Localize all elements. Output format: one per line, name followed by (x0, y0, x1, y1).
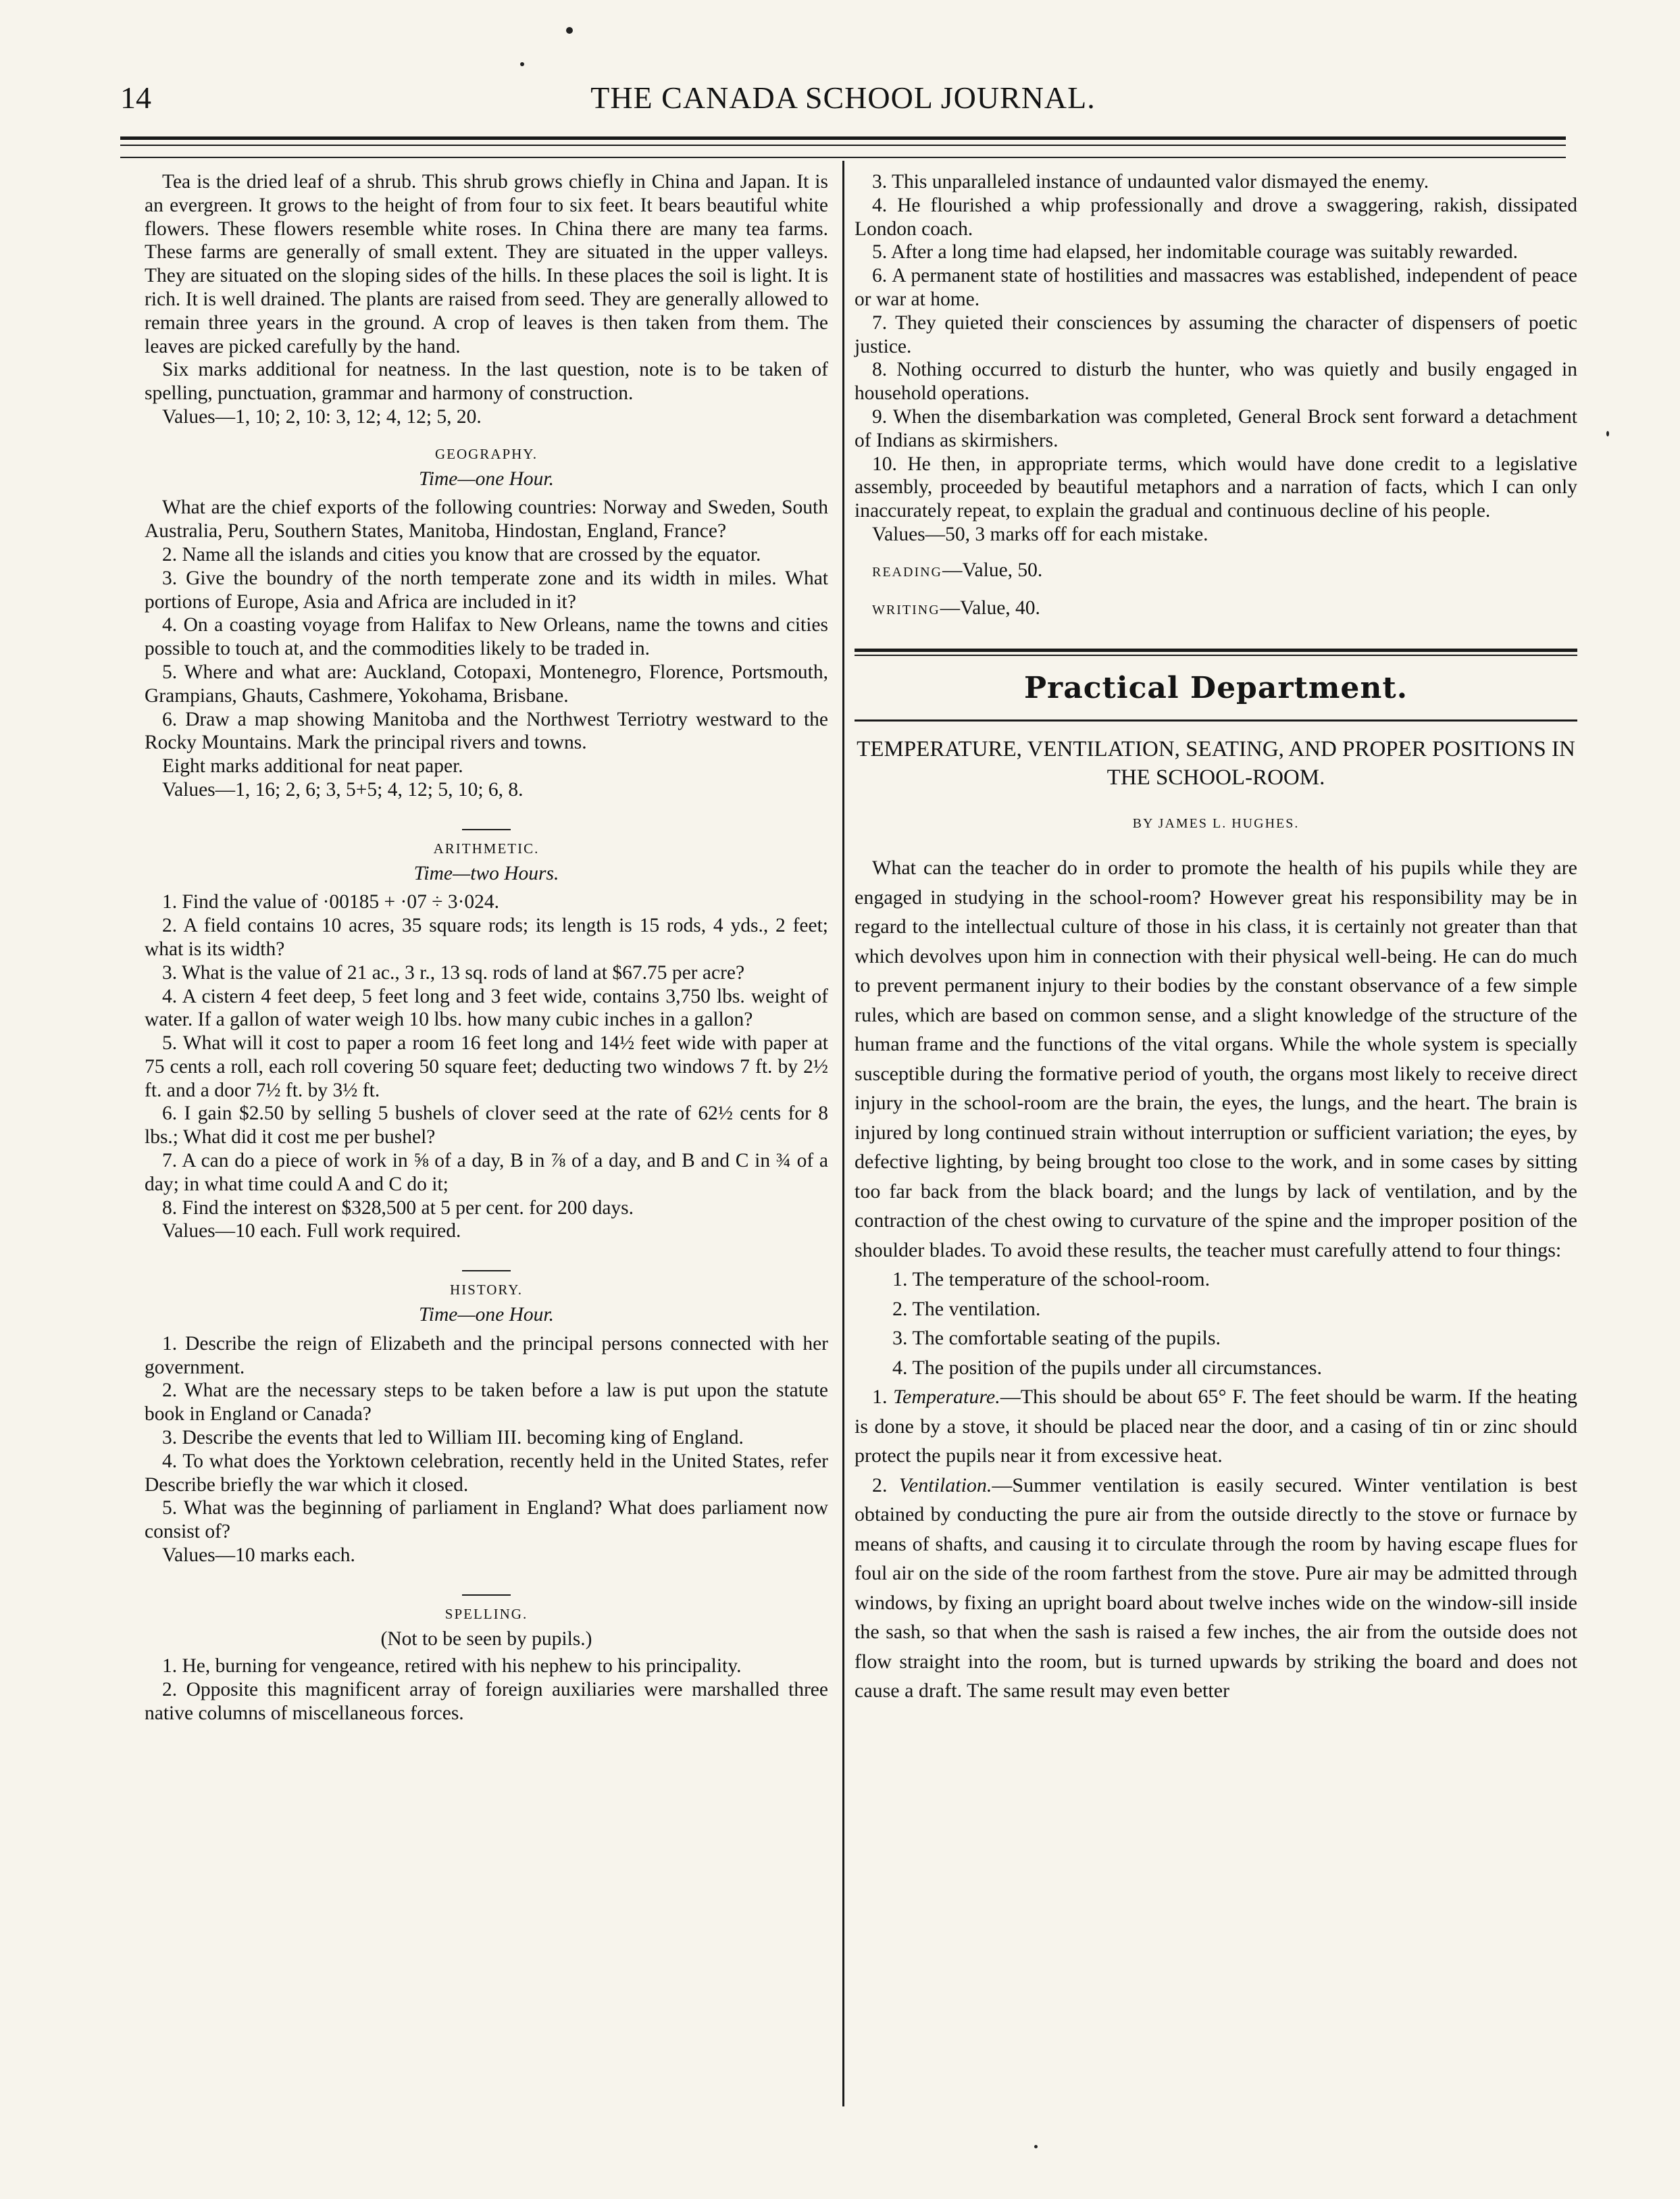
article-body (855, 853, 1577, 1706)
writing-line (855, 597, 1577, 622)
department-rule-thick (855, 649, 1577, 652)
spelling-item: 3. This unparalleled instance of undaunted valor dismayed the enemy. (872, 171, 1429, 193)
history-item: 3. Describe the events that led to William III. becoming king of England. (162, 1427, 744, 1449)
spelling-item: 8. Nothing occurred to disturb the hunter, who was quietly and busily engaged in household operations. (855, 359, 1577, 405)
temperature-num: 1. (872, 1386, 888, 1409)
arithmetic-item: 4. A cistern 4 feet deep, 5 feet long and 3 feet wide, contains 3,750 lbs. weight of water. If a gallon of water weigh 10 lbs. how many cubic inches in a gallon? (145, 985, 828, 1031)
department-rule-thin (855, 655, 1577, 656)
tea-note: Six marks additional for neatness. In the last question, note is to be taken of spelling, punctuation, grammar and harmony of construction. (145, 359, 828, 405)
geography-item: 4. On a coasting voyage from Halifax to New Orleans, name the towns and cities possible to touch at, and the commodities likely to be traded in. (145, 614, 828, 660)
arithmetic-heading: ARITHMETIC. (433, 840, 540, 857)
history-item: 2. What are the necessary steps to be taken before a law is put upon the statute book in England or Canada? (145, 1380, 828, 1425)
section-rule (462, 829, 511, 830)
section-rule (462, 1270, 511, 1271)
arithmetic-values: Values—10 each. Full work required. (162, 1220, 461, 1242)
spelling-item: 5. After a long time had elapsed, her indomitable courage was suitably rewarded. (872, 241, 1518, 263)
writing-value: —Value, 40. (940, 597, 1040, 619)
geography-item: 6. Draw a map showing Manitoba and the Northwest Terriotry westward to the Rocky Mountains. Mark the principal rivers and towns. (145, 708, 828, 754)
ventilation-label: Ventilation. (898, 1473, 992, 1496)
history-values: Values—10 marks each. (162, 1544, 355, 1567)
spelling-item: 2. Opposite this magnificent array of foreign auxiliaries were marshalled three native columns of miscellaneous forces. (145, 1679, 828, 1725)
history-item: 5. What was the beginning of parliament in England? What does parliament now consist of? (145, 1497, 828, 1543)
department-title: Practical Department. (1023, 671, 1408, 706)
spelling-note: (Not to be seen by pupils.) (380, 1627, 592, 1650)
ink-speck (1034, 2145, 1038, 2148)
spelling-item: 4. He flourished a whip professionally and drove a swaggering, rakish, dissipated London coach. (855, 194, 1577, 240)
geography-values: Values—1, 16; 2, 6; 3, 5+5; 4, 12; 5, 10; 6, 8. (162, 778, 524, 801)
things-item: 2. The ventilation. (892, 1297, 1041, 1320)
arithmetic-item: 6. I gain $2.50 by selling 5 bushels of clover seed at the rate of 62½ cents for 8 lbs.; What did it cost me per bushel? (145, 1103, 828, 1148)
history-time: Time—one Hour. (419, 1304, 554, 1326)
temperature-label: Temperature. (893, 1386, 1000, 1409)
arithmetic-time: Time—two Hours. (413, 862, 559, 884)
right-column (855, 170, 1577, 1706)
spelling-values: Values—50, 3 marks off for each mistake. (872, 523, 1208, 545)
geography-item: 2. Name all the islands and cities you know that are crossed by the equator. (162, 543, 761, 565)
spelling-item: 6. A permanent state of hostilities and massacres was established, independent of peace or war at home. (855, 265, 1577, 310)
header-rule-thin (120, 145, 1566, 146)
geography-item: What are the chief exports of the following countries: Norway and Sweden, South Australia, Peru, Southern States, Manitoba, Hindostan, England, France? (145, 497, 828, 542)
arithmetic-item: 3. What is the value of 21 ac., 3 r., 13 sq. rods of land at $67.75 per acre? (162, 961, 745, 984)
writing-label: WRITING (872, 602, 940, 617)
arithmetic-item: 1. Find the value of ·00185 + ·07 ÷ 3·024. (162, 891, 500, 913)
things-item: 4. The position of the pupils under all circumstances. (892, 1356, 1322, 1379)
ink-speck (520, 62, 524, 66)
arithmetic-item: 2. A field contains 10 acres, 35 square rods; its length is 15 rods, 4 yds., 2 feet; what is its width? (145, 915, 828, 960)
page-number: 14 (120, 80, 151, 115)
geography-note: Eight marks additional for neat paper. (162, 755, 463, 778)
page-header (120, 80, 1566, 120)
column-divider (842, 161, 844, 2106)
ventilation-text: —Summer ventilation is easily secured. Winter ventilation is best obtained by conducting the pure air from the outside directly to the stove or furnace by means of shafts, and causing it to circulate through the room by having escape flues for foul air on the side of the room farthest from the stove. Pure air may be admitted through windows, by fixing an upright board about twelve inches wide on the window-sill inside the sash, so that when the sash is raised a few inches, the air from the outside does not flow straight into the room, but is turned upwards by striking the board and does not cause a draft. The same result may even better (855, 1473, 1577, 1702)
temperature-text: —This should be about 65° F. The feet should be warm. If the heating is done by a stove, it should be placed near the door, and a casing of tin or zinc should protect the pupils near it from excessive heat. (855, 1386, 1577, 1467)
tea-values: Values—1, 10; 2, 10: 3, 12; 4, 12; 5, 20. (162, 405, 482, 428)
history-item: 1. Describe the reign of Elizabeth and the principal persons connected with her government. (145, 1332, 828, 1378)
journal-title: THE CANADA SCHOOL JOURNAL. (590, 80, 1096, 115)
department-rule-bottom (855, 719, 1577, 722)
spelling-item: 1. He, burning for vengeance, retired with his nephew to his principality. (162, 1655, 742, 1677)
ink-speck (566, 27, 573, 34)
arithmetic-item: 5. What will it cost to paper a room 16 feet long and 14½ feet wide with paper at 75 cents a roll, each roll covering 50 square feet; deducting two windows 7 ft. by 2½ ft. and a door 7½ ft. by 3½ ft. (145, 1032, 828, 1101)
history-item: 4. To what does the Yorktown celebration, recently held in the United States, refer Describe briefly the war which it closed. (145, 1450, 828, 1496)
arithmetic-item: 7. A can do a piece of work in ⅝ of a day, B in ⅞ of a day, and B and C in ¾ of a day; in what time could A and C do it; (145, 1150, 828, 1195)
article-title: TEMPERATURE, VENTILATION, SEATING, AND PROPER POSITIONS IN THE SCHOOL-ROOM. (857, 737, 1575, 790)
ventilation-paragraph (855, 1471, 1577, 1706)
geography-item: 5. Where and what are: Auckland, Cotopaxi, Montenegro, Florence, Portsmouth, Grampians, Ghauts, Cashmere, Yokohama, Brisbane. (145, 661, 828, 707)
spelling-item: 10. He then, in appropriate terms, which would have done credit to a legislative assembly, proceeded by beautiful metaphors and a narration of facts, which I can only inaccurately repeat, to explain the gradual and continuous decline of his people. (855, 453, 1577, 522)
spelling-item: 7. They quieted their consciences by assuming the character of dispensers of poetic justice. (855, 311, 1577, 357)
reading-value: —Value, 50. (942, 559, 1043, 581)
department-rules (855, 649, 1577, 656)
header-rule-thin-lower (120, 157, 1566, 158)
things-item: 1. The temperature of the school-room. (892, 1268, 1211, 1291)
header-rule-thick (120, 136, 1566, 140)
reading-label: READING (872, 564, 942, 580)
left-column (145, 170, 828, 1725)
geography-time: Time—one Hour. (419, 467, 554, 490)
temperature-paragraph (855, 1382, 1577, 1471)
reading-line (855, 559, 1577, 584)
ventilation-num: 2. (872, 1473, 888, 1496)
article-intro: What can the teacher do in order to promote the health of his pupils while they are engaged in studying in the school-room? However great his responsibility may be in regard to the intellectual culture of those in his class, it is certainly not greater than that which devolves upon him in connection with their physical well-being. He can do much to prevent permanent injury to their bodies by the constant observance of a few simple rules, which are based on common sense, and a slight knowledge of the structure of the human frame and the functions of the vital organs. While the whole system is specially susceptible during the formative period of youth, the organs most likely to receive direct injury in the school-room are the brain, the eyes, the lungs, and the heart. The brain is injured by long continued strain without interruption or sufficient variation; the eyes, by defective lighting, by being brought too close to the work, and in some cases by sitting too far back from the black board; and the lungs by lack of ventilation, and by the contraction of the chest owing to curvature of the spine and the improper position of the shoulder blades. To avoid these results, the teacher must carefully attend to four things: (855, 857, 1577, 1261)
history-heading: HISTORY. (449, 1282, 523, 1298)
section-rule (462, 1594, 511, 1596)
geography-item: 3. Give the boundry of the north temperate zone and its width in miles. What portions of Europe, Asia and Africa are included in it? (145, 567, 828, 613)
ink-speck (1606, 431, 1609, 436)
things-item: 3. The comfortable seating of the pupils. (892, 1327, 1221, 1350)
tea-paragraph: Tea is the dried leaf of a shrub. This shrub grows chiefly in China and Japan. It is an evergreen. It grows to the height of from four to six feet. It bears beautiful white flowers. These flowers resemble white roses. In China there are many tea farms. These farms are generally of small extent. They are situated in the upper valleys. They are situated on the sloping sides of the hills. In these places the soil is light. It is rich. It is well drained. The plants are raised from seed. They are generally allowed to remain three years in the ground. A crop of leaves is then taken from them. The leaves are picked carefully by the hand. (145, 171, 828, 357)
article-byline: BY JAMES L. HUGHES. (1132, 816, 1300, 832)
arithmetic-item: 8. Find the interest on $328,500 at 5 per cent. for 200 days. (162, 1196, 634, 1219)
spelling-item: 9. When the disembarkation was completed, General Brock sent forward a detachment of Indians as skirmishers. (855, 405, 1577, 451)
spelling-heading: SPELLING. (444, 1605, 528, 1622)
geography-heading: GEOGRAPHY. (434, 445, 538, 462)
